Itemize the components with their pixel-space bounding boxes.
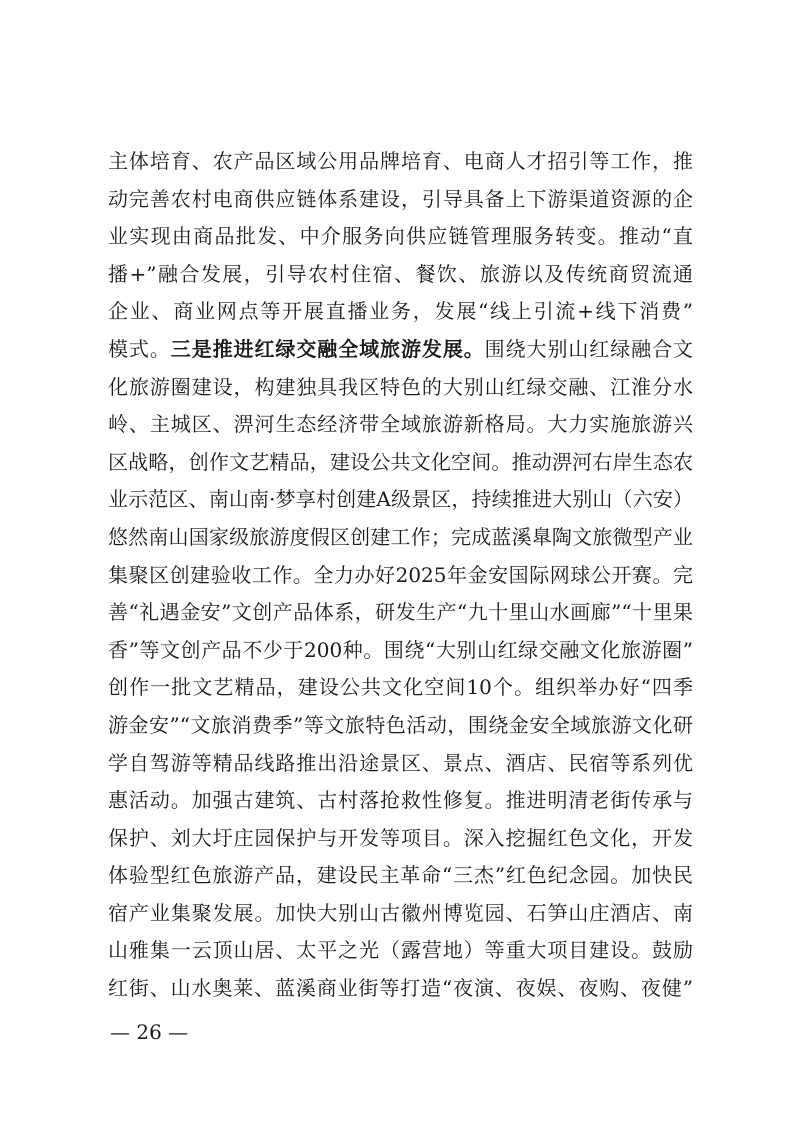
text-line-19: 保护、刘大圩庄园保护与开发等项目。深入挖掘红色文化，开发 [108,825,693,850]
section-heading-inline: 三是推进红绿交融全域旅游发展。 [170,336,485,361]
text-line-13: 善“礼遇金安”文创产品体系，研发生产“九十里山水画廊”“十里果 [108,600,693,625]
text-line-1: 主体培育、农产品区域公用品牌培育、电商人才招引等工作，推 [108,149,693,173]
page-number: — 26 — [110,1020,189,1044]
text-line-6 [108,331,693,369]
text-line-22: 山雅集一云顶山居、太平之光（露营地）等重大项目建设。鼓励 [108,938,693,963]
text-line-20: 体验型红色旅游产品，建设民主革命“三杰”红色纪念园。加快民 [108,863,693,888]
text-line-17: 学自驾游等精品线路推出沿途景区、景点、酒店、民宿等系列优 [108,750,693,775]
text-line-11: 悠然南山国家级旅游度假区创建工作；完成蓝溪臯陶文旅微型产业 [108,524,693,549]
text-line-15: 创作一批文艺精品，建设公共文化空间10个。组织举办好“四季 [108,675,693,700]
body-text [108,143,693,1008]
text-line-10: 业示范区、南山南·梦享村创建A级景区，持续推进大别山（六安） [108,487,693,512]
text-line-18: 惠活动。加强古建筑、古村落抢救性修复。推进明清老街传承与 [108,788,693,813]
text-line-4: 播+”融合发展，引导农村住宿、餐饮、旅游以及传统商贸流通 [108,261,693,286]
text-line-5: 企业、商业网点等开展直播业务，发展“线上引流+线下消费” [108,299,693,324]
text-line-21: 宿产业集聚发展。加快大别山古徽州博览园、石笋山庄酒店、南 [108,900,693,925]
text-line-14: 香”等文创产品不少于200种。围绕“大别山红绿交融文化旅游圈” [108,637,693,662]
text-line-6-tail: 围绕大别山红绿融合文 [484,336,693,361]
text-line-6-start: 模式。 [108,336,171,361]
text-line-2: 动完善农村电商供应链体系建设，引导具备上下游渠道资源的企 [108,186,693,211]
text-line-8: 岭、主城区、淠河生态经济带全域旅游新格局。大力实施旅游兴 [108,412,693,437]
text-line-12: 集聚区创建验收工作。全力办好2025年金安国际网球公开赛。完 [108,562,693,587]
text-line-9: 区战略，创作文艺精品，建设公共文化空间。推动淠河右岸生态农 [108,449,693,474]
text-line-7: 化旅游圈建设，构建独具我区特色的大别山红绿交融、江淮分水 [108,374,693,399]
text-line-3: 业实现由商品批发、中介服务向供应链管理服务转变。推动“直 [108,224,693,249]
text-line-16: 游金安”“文旅消费季”等文旅特色活动，围绕金安全域旅游文化研 [108,712,693,737]
text-line-23: 红街、山水奥莱、蓝溪商业街等打造“夜演、夜娱、夜购、夜健” [108,976,693,1001]
